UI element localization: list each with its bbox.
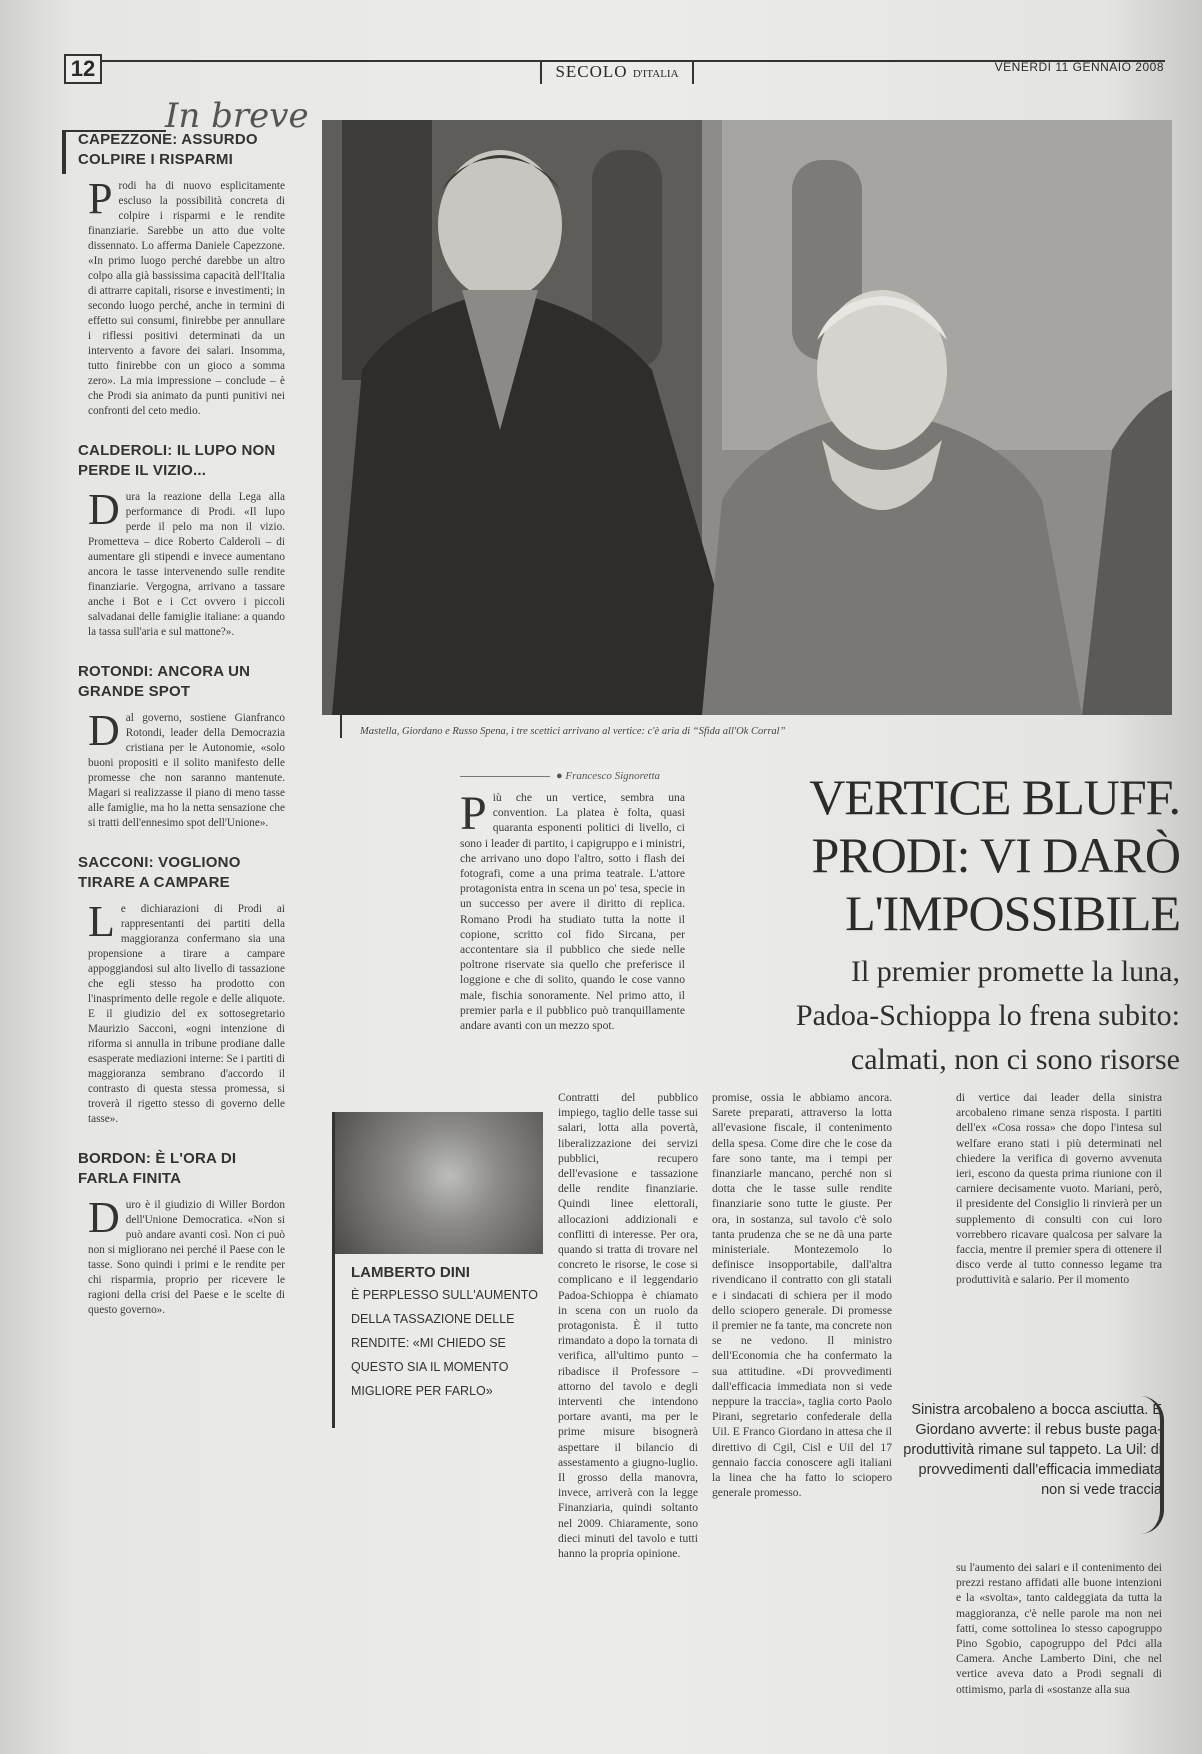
brief-body	[88, 1193, 285, 1318]
brief-title: CAPEZZONE: ASSURDO COLPIRE I RISPARMI	[78, 131, 258, 168]
dini-name: LAMBERTO DINI	[351, 1264, 470, 1281]
brief-title: BORDON: È L'ORA DI FARLA FINITA	[78, 1150, 237, 1187]
page-number: 12	[64, 54, 102, 84]
brief-title: ROTONDI: ANCORA UN GRANDE SPOT	[78, 663, 251, 700]
brief-item	[70, 130, 285, 419]
brief-body	[88, 706, 285, 831]
drop-cap: L	[88, 897, 115, 946]
article-column-1	[460, 787, 685, 1078]
dateline: VENERDÌ 11 GENNAIO 2008	[994, 60, 1164, 74]
drop-cap: D	[88, 706, 120, 755]
dini-photo	[335, 1112, 543, 1254]
masthead	[540, 60, 694, 84]
headline-line: L'IMPOSSIBILE	[845, 885, 1180, 941]
article-text: promise, ossia le abbiamo ancora. Sarete preparati, attraverso la lotta all'evasione fiscale, il contenimento della spesa. Come dire che le cose da fare sono tante, ma i tempi per finanziarle mancano, perché non si dotta che le tasse sulle rendite finanziarie sono tutte le giuste. Per ora, in sostanza, sul tavolo c'è solo tanta prudenza che se ne dà una parte ministeriale. Montezemolo lo definisce insopportabile, dall'altra rivendicano il contratto con gli statali e i sindacati di schiera per il modo dello sciopero generale. Di promesse il premier ne fa tante, ma concrete non se ne vedono. Il ministro dell'Economia che ha confermato la sua attitudine. «Di provvedimenti dall'efficacia immediata non si vede neppure la traccia», taglia corto Paolo Pirani, segretario confederale della Uil. E Franco Giordano in attesa che il direttivo di Cgil, Cisl e Uil del 17 gennaio faccia conoscere agli italiani la linea che ha fatto lo sciopero generale promesso.	[712, 1091, 892, 1500]
subheadline-line: calmati, non ci sono risorse	[850, 1043, 1180, 1076]
brief-title: SACCONI: VOGLIONO TIRARE A CAMPARE	[78, 854, 241, 891]
brief-item	[70, 853, 285, 1127]
dini-quote: È PERPLESSO SULL'AUMENTO DELLA TASSAZIONE DELLE RENDITE: «MI CHIEDO SE QUESTO SIA IL MOMENTO MIGLIORE PER FARLO»	[351, 1288, 538, 1398]
briefs-sidebar	[70, 130, 285, 1340]
pull-quote-bracket	[1140, 1396, 1164, 1534]
article-column-4-top	[956, 1090, 1162, 1380]
brief-item	[70, 1149, 285, 1318]
article-column-4-bottom	[956, 1560, 1162, 1740]
dini-sidebar	[332, 1112, 543, 1428]
masthead-subtitle: D'ITALIA	[632, 68, 679, 80]
article-column-3	[712, 1090, 892, 1730]
headline-line: VERTICE BLUFF.	[809, 769, 1180, 825]
article-text: Contratti del pubblico impiego, taglio delle tasse sui salari, lotta alla povertà, liberalizzazione dei servizi pubblici, recupero dell'evasione e tassazione delle rendite finanziarie. Quindi linee elettorali, allocazioni addizionali e conflitti di interesse. Per ora, quando si tratta di trovare nel concreto le risorse, le cose si complicano e il leggendario Padoa-Schioppa è chiamato in scena con un ruolo da protagonista. È il tutto rimandato a dopo la tornata di verifica, all'ultimo punto – ribadisce il Professore – attorno del tavolo e degli interventi che intendono portare avanti, ma per le prime misure bisognerà aspettare il bilancio di assestamento a giugno-luglio. Il grosso della manovra, invece, arriverà con la legge Finanziaria, quindi soltanto nel 2009. Chiaramente, sono dieci minuti del tavolo e tutti hanno la propria opinione.	[558, 1091, 698, 1561]
subheadline-line: Padoa-Schioppa lo frena subito:	[795, 999, 1180, 1032]
brief-item	[70, 441, 285, 640]
headline	[700, 768, 1180, 942]
drop-cap: P	[460, 787, 487, 840]
caption-rule	[340, 712, 342, 738]
main-photo	[322, 120, 1172, 715]
brief-text: ura la reazione della Lega alla performance di Prodi. «Il lupo perde il pelo ma non il vizio. Prometteva – dice Roberto Calderoli – di aumentare gli stipendi e invece aumentano ancora le tasse intervenendo sulle rendite finanziarie. Vergogna, arrivano a tassare anche i Bot e i Cct ovvero i piccoli salvadanai delle famiglie italiane: a quando la tassa sull'aria e sul mattone?».	[88, 491, 285, 638]
drop-cap: P	[88, 174, 113, 223]
article-text: di vertice dai leader della sinistra arcobaleno rimane senza risposta. I partiti dell'ex «Cosa rossa» che dopo l'intesa sul welfare erano stati i più determinati nel chiedere la verifica di governo avvenuta ieri, escono da questa prima riunione con il carniere decisamente vuoto. Mariani, però, il presidente del Consiglio li rinvierà per un supplemento di consulti con cui loro vorrebbero ricavare qualcosa per salvare la faccia, mentre il premier spera di ottenere il disco verde al tutto connesso legame tra produttività e salario. Per il momento	[956, 1091, 1162, 1287]
section-title: In breve	[165, 96, 309, 136]
brief-text: rodi ha di nuovo esplicitamente escluso la possibilità concreta di colpire i risparmi e le rendite finanziarie. Sarebbe un atto due volte dissennato. Lo afferma Daniele Capezzone. «In primo luogo perché darebbe un altro colpo alla già bassissima capacità dell'Italia di attrarre capitali, risorse e investimenti; in secondo luogo perché, anche in termini di effetto sui consumi, finirebbe per annullare i riflessi positivi determinati da un intervento a favore dei salari. Insomma, tutto finirebbe con un gioco a somma zero». La mia impressione – conclude – è che Prodi sia animato da punti punitivi nei confronti del ceto medio.	[88, 180, 285, 417]
subheadline-line: Il premier promette la luna,	[850, 955, 1180, 988]
drop-cap: D	[88, 485, 120, 534]
drop-cap: D	[88, 1193, 120, 1242]
brief-body	[88, 174, 285, 419]
brief-text: uro è il giudizio di Willer Bordon dell'Unione Democratica. «Non si può andare avanti così. Non ci può non si migliorano nei perché il Paese con le tasse. Sono quindi i primi e le rendite per chi risparmia, proprio per ricevere le ragioni della crisi del Paese e le scelte di questo governo».	[88, 1199, 285, 1316]
article-text: iù che un vertice, sembra una convention. La platea è folta, quasi quaranta esponenti politici di livello, ci sono i leader di partito, i capigruppo e i ministri, che arrivano uno dopo l'altro, sotto i flash dei fotografi, come a una prima teatrale. L'attore protagonista entra in scena un po' tesa, specie in un successo per avere il diritto di replica. Romano Prodi ha studiato tutta la notte il copione, scritto col fido Sircana, per accontentare sia il pubblico che siede nelle poltrone riservate sia quello che preferisce il loggione e che di solito, quando le cose vanno male, fischia sonoramente. Nel primo atto, il premier parla e il pubblico può tranquillamente andare avanti con un mezzo spot.	[460, 791, 685, 1033]
byline-author: Francesco Signoretta	[565, 770, 661, 782]
article-text: su l'aumento dei salari e il contenimento dei prezzi restano affidati alle buone intenzioni e la «svolta», tanto caldeggiata da tutta la maggioranza, c'è nelle parole ma non nei fatti, come sottolinea lo stesso capogruppo Pino Sgobio, capogruppo del Pdci alla Camera. Anche Lamberto Dini, che nel vertice aveva dato a Prodi segnali di ottimismo, parla di «sostanze alla sua	[956, 1561, 1162, 1696]
masthead-title: SECOLO	[555, 62, 628, 81]
brief-title: CALDEROLI: IL LUPO NON PERDE IL VIZIO...	[78, 442, 276, 479]
byline-rule	[460, 776, 550, 777]
subheadline	[700, 950, 1180, 1082]
brief-text: al governo, sostiene Gianfranco Rotondi, leader della Democrazia cristiana per le Autonomie, «solo buoni propositi e il solito manifesto delle promesse che non saranno mantenute. Magari si realizzasse il piano di meno tasse alle famiglie, ma ho la netta sensazione che si tratti dell'ennesimo spot dell'Unione».	[88, 712, 285, 829]
brief-item	[70, 662, 285, 831]
photo-caption: Mastella, Giordano e Russo Spena, i tre scettici arrivano al vertice: c'è aria di “Sfida all'Ok Corral”	[360, 726, 786, 737]
pull-quote: Sinistra arcobaleno a bocca asciutta. E Giordano avverte: il rebus buste paga-produttività rimane sul tappeto. La Uil: di provvedimenti dall'efficacia immediata non si vede traccia	[903, 1402, 1162, 1498]
article-column-2	[558, 1090, 698, 1561]
photo-illustration	[322, 120, 1172, 715]
headline-line: PRODI: VI DARÒ	[811, 827, 1180, 883]
brief-body	[88, 897, 285, 1127]
brief-body	[88, 485, 285, 640]
brief-text: e dichiarazioni di Prodi ai rappresentanti dei partiti della maggioranza confermano sia una propensione a tirare a campare appoggiandosi sul alto livello di tassazione che egli stesso ha prodotto con l'inasprimento delle regole e delle aliquote. E il giudizio del ex sottosegretario Maurizio Sacconi, «ogni intenzione di riforma si annulla in tribune prodiane dalle esasperate mediazioni interne: Se i partiti di maggioranza sembrano d'accordo il contrasto di questa stessa promessa, si troverà il rigetto stesso di governo delle tasse».	[88, 903, 285, 1125]
byline: ● Francesco Signoretta	[460, 770, 660, 782]
